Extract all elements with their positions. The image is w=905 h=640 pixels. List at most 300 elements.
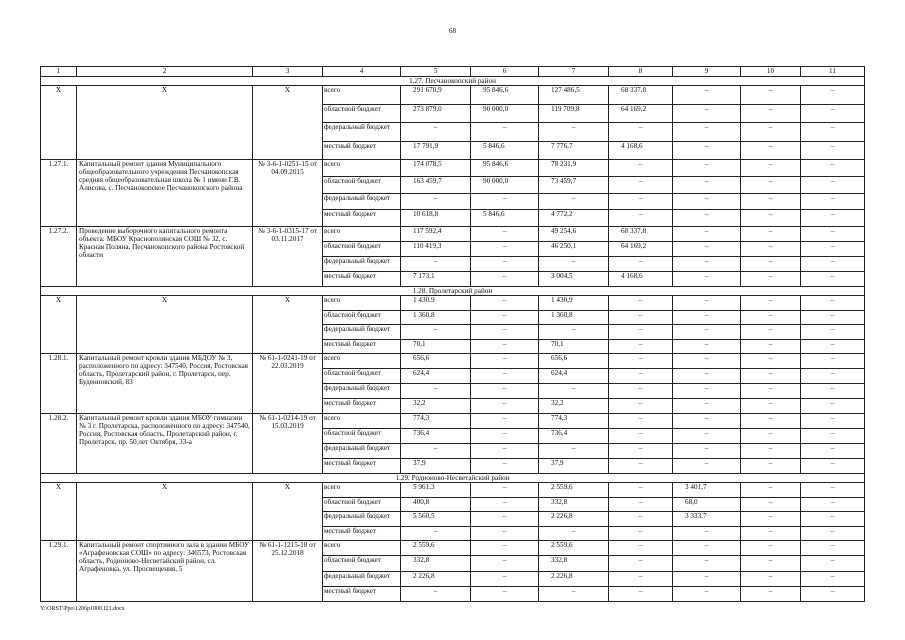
section-title: 1.27. Песчанокопский район — [41, 77, 865, 86]
amount-cell: – — [401, 526, 471, 541]
amount-cell: 5 846,6 — [471, 210, 539, 227]
amount-cell: – — [801, 104, 865, 123]
amount-cell: 332,8 — [401, 556, 471, 571]
funding-source-label: областной бюджет — [323, 556, 401, 571]
amount-cell: 1 430,9 — [539, 296, 609, 311]
amount-cell: 90 000,0 — [471, 176, 539, 193]
amount-cell: – — [401, 257, 471, 272]
funding-source-label: федеральный бюджет — [323, 571, 401, 586]
amount-cell: 37,9 — [539, 459, 609, 474]
funding-source-label: федеральный бюджет — [323, 123, 401, 142]
amount-cell: – — [673, 414, 741, 429]
amount-cell: – — [741, 242, 801, 257]
funding-source-label: местный бюджет — [323, 272, 401, 287]
amount-cell: – — [471, 257, 539, 272]
expertise-conclusion: Х — [253, 296, 323, 354]
amount-cell: – — [741, 325, 801, 340]
amount-cell: 624,4 — [401, 369, 471, 384]
expertise-conclusion: № 3-6-1-0315-17 от 03.11.2017 — [253, 227, 323, 287]
funding-source-label: всего — [323, 541, 401, 556]
amount-cell: – — [609, 354, 673, 369]
amount-cell: 2 226,8 — [401, 571, 471, 586]
funding-source-label: областной бюджет — [323, 429, 401, 444]
amount-cell: 17 791,9 — [401, 141, 471, 160]
row-number: Х — [41, 483, 77, 541]
amount-cell: – — [673, 227, 741, 242]
column-number-row — [41, 67, 865, 77]
amount-cell: – — [673, 354, 741, 369]
amount-cell: – — [741, 141, 801, 160]
object-description: Капитальный ремонт здания Муниципального общеобразовательного учреждения Песчанокопская средняя общеобразовательная школа № 1 имени Г.В. Алисова, с. Песчанокопское Песчанокопского района — [77, 160, 253, 227]
amount-cell: 332,8 — [539, 497, 609, 512]
amount-cell: – — [741, 193, 801, 210]
amount-cell: – — [741, 369, 801, 384]
object-description: Х — [77, 296, 253, 354]
amount-cell: – — [801, 242, 865, 257]
amount-cell: – — [471, 310, 539, 325]
funding-source-label: местный бюджет — [323, 586, 401, 601]
amount-cell: – — [539, 193, 609, 210]
amount-cell: 46 250,1 — [539, 242, 609, 257]
funding-source-label: федеральный бюджет — [323, 257, 401, 272]
amount-cell: – — [801, 541, 865, 556]
amount-cell: – — [609, 369, 673, 384]
amount-cell: – — [741, 123, 801, 142]
column-number: 6 — [471, 67, 539, 77]
amount-cell: – — [471, 399, 539, 414]
amount-cell: 163 459,7 — [401, 176, 471, 193]
amount-cell: – — [801, 526, 865, 541]
object-description: Проведение выборочного капитального ремонта объекта: МБОУ Краснополянская СОШ № 32, с. Красная Поляна, Песчанокопского района Ростовской области — [77, 227, 253, 287]
amount-cell: – — [471, 384, 539, 399]
amount-cell: – — [471, 497, 539, 512]
amount-cell: – — [471, 272, 539, 287]
amount-cell: – — [609, 123, 673, 142]
table-row — [41, 541, 865, 556]
object-description: Капитальный ремонт кровли здания МБДОУ № 3, расположенного по адресу: 347540, Россия, Ростовская область, Пролетарский район, г. Пролетарск, пер. Буденновский, 83 — [77, 354, 253, 414]
funding-source-label: местный бюджет — [323, 459, 401, 474]
amount-cell: 2 226,8 — [539, 512, 609, 527]
amount-cell: – — [471, 512, 539, 527]
amount-cell: 7 173,1 — [401, 272, 471, 287]
amount-cell: 273 879,0 — [401, 104, 471, 123]
amount-cell: – — [741, 586, 801, 601]
column-number: 2 — [77, 67, 253, 77]
amount-cell: 736,4 — [401, 429, 471, 444]
amount-cell: – — [801, 369, 865, 384]
funding-source-label: местный бюджет — [323, 526, 401, 541]
amount-cell: – — [609, 497, 673, 512]
amount-cell: – — [609, 160, 673, 177]
amount-cell: – — [801, 586, 865, 601]
amount-cell: – — [609, 339, 673, 354]
amount-cell: – — [609, 483, 673, 498]
amount-cell: 49 254,6 — [539, 227, 609, 242]
row-number: 1.29.1. — [41, 541, 77, 602]
column-number: 9 — [673, 67, 741, 77]
amount-cell: – — [609, 176, 673, 193]
amount-cell: – — [801, 399, 865, 414]
column-number: 7 — [539, 67, 609, 77]
amount-cell: – — [471, 483, 539, 498]
row-number: 1.27.1. — [41, 160, 77, 227]
amount-cell: – — [609, 296, 673, 311]
amount-cell: – — [741, 86, 801, 105]
amount-cell: 332,8 — [539, 556, 609, 571]
amount-cell: – — [801, 123, 865, 142]
expertise-conclusion: № 61-1-1215-18 от 25.12.2018 — [253, 541, 323, 602]
amount-cell: – — [801, 497, 865, 512]
amount-cell: – — [741, 354, 801, 369]
amount-cell: – — [801, 227, 865, 242]
amount-cell: 127 486,5 — [539, 86, 609, 105]
amount-cell: – — [673, 257, 741, 272]
amount-cell: – — [741, 310, 801, 325]
amount-cell: 4 168,6 — [609, 141, 673, 160]
amount-cell: 291 670,9 — [401, 86, 471, 105]
funding-source-label: всего — [323, 414, 401, 429]
funding-source-label: всего — [323, 483, 401, 498]
amount-cell: – — [401, 444, 471, 459]
amount-cell: 3 333,7 — [673, 512, 741, 527]
budget-table — [40, 66, 865, 602]
funding-source-label: областной бюджет — [323, 497, 401, 512]
table-row — [41, 296, 865, 311]
amount-cell: – — [471, 414, 539, 429]
amount-cell: – — [609, 257, 673, 272]
amount-cell: – — [609, 210, 673, 227]
funding-source-label: всего — [323, 227, 401, 242]
amount-cell: 4 772,2 — [539, 210, 609, 227]
amount-cell: 5 961,3 — [401, 483, 471, 498]
object-description: Капитальный ремонт кровли здания МБОУ гимназии № 3 г. Пролетарска, расположенного по адресу: 347540, Россия, Ростовская область, Пролетарский район, г. Пролетарск, пр. 50 лет Октября, 33-а — [77, 414, 253, 474]
section-header-row — [41, 474, 865, 483]
amount-cell: – — [741, 104, 801, 123]
amount-cell: 774,3 — [401, 414, 471, 429]
amount-cell: – — [741, 399, 801, 414]
amount-cell: 68,0 — [673, 497, 741, 512]
column-number: 1 — [41, 67, 77, 77]
expertise-conclusion: Х — [253, 86, 323, 160]
amount-cell: – — [741, 210, 801, 227]
amount-cell: – — [801, 86, 865, 105]
column-number: 11 — [801, 67, 865, 77]
amount-cell: – — [741, 384, 801, 399]
amount-cell: – — [401, 586, 471, 601]
amount-cell: – — [673, 571, 741, 586]
funding-source-label: областной бюджет — [323, 369, 401, 384]
column-number: 3 — [253, 67, 323, 77]
amount-cell: 3 401,7 — [673, 483, 741, 498]
amount-cell: 95 846,6 — [471, 86, 539, 105]
funding-source-label: федеральный бюджет — [323, 512, 401, 527]
amount-cell: – — [609, 193, 673, 210]
row-number: 1.28.1. — [41, 354, 77, 414]
amount-cell: 32,2 — [401, 399, 471, 414]
amount-cell: – — [539, 325, 609, 340]
amount-cell: – — [471, 123, 539, 142]
amount-cell: – — [801, 160, 865, 177]
section-title: 1.29. Родионово-Несветайский район — [41, 474, 865, 483]
amount-cell: 68 337,8 — [609, 227, 673, 242]
row-number: 1.28.2. — [41, 414, 77, 474]
amount-cell: – — [539, 123, 609, 142]
amount-cell: – — [539, 384, 609, 399]
funding-source-label: всего — [323, 296, 401, 311]
amount-cell: 5 846,6 — [471, 141, 539, 160]
amount-cell: – — [471, 193, 539, 210]
amount-cell: 656,6 — [401, 354, 471, 369]
amount-cell: 119 709,8 — [539, 104, 609, 123]
amount-cell: – — [609, 444, 673, 459]
row-number: 1.27.2. — [41, 227, 77, 287]
amount-cell: 4 168,6 — [609, 272, 673, 287]
amount-cell: – — [609, 459, 673, 474]
amount-cell: – — [801, 296, 865, 311]
amount-cell: – — [801, 414, 865, 429]
amount-cell: 117 592,4 — [401, 227, 471, 242]
amount-cell: – — [673, 429, 741, 444]
amount-cell: – — [741, 227, 801, 242]
amount-cell: – — [741, 176, 801, 193]
amount-cell: 95 846,6 — [471, 160, 539, 177]
amount-cell: – — [673, 141, 741, 160]
amount-cell: – — [801, 444, 865, 459]
table-row — [41, 86, 865, 105]
amount-cell: – — [741, 541, 801, 556]
amount-cell: – — [609, 325, 673, 340]
amount-cell: – — [471, 541, 539, 556]
amount-cell: 1 360,8 — [539, 310, 609, 325]
amount-cell: – — [539, 586, 609, 601]
amount-cell: – — [801, 571, 865, 586]
amount-cell: – — [741, 414, 801, 429]
amount-cell: – — [609, 384, 673, 399]
amount-cell: – — [673, 586, 741, 601]
amount-cell: – — [539, 526, 609, 541]
amount-cell: – — [741, 571, 801, 586]
amount-cell: – — [741, 483, 801, 498]
amount-cell: – — [741, 526, 801, 541]
funding-source-label: федеральный бюджет — [323, 444, 401, 459]
amount-cell: 400,8 — [401, 497, 471, 512]
amount-cell: – — [401, 193, 471, 210]
section-header-row — [41, 77, 865, 86]
funding-source-label: всего — [323, 86, 401, 105]
table-row — [41, 227, 865, 242]
amount-cell: – — [401, 384, 471, 399]
funding-source-label: федеральный бюджет — [323, 325, 401, 340]
amount-cell: 2 559,6 — [539, 483, 609, 498]
amount-cell: 90 000,0 — [471, 104, 539, 123]
amount-cell: 774,3 — [539, 414, 609, 429]
expertise-conclusion: № 3-6-1-0251-15 от 04.09.2015 — [253, 160, 323, 227]
amount-cell: – — [673, 193, 741, 210]
amount-cell: – — [539, 257, 609, 272]
table-row — [41, 483, 865, 498]
amount-cell: 64 169,2 — [609, 104, 673, 123]
object-description: Капитальный ремонт спортивного зала в здании МБОУ «Аграфеновская СОШ» по адресу: 346573, Ростовская область, Родионово-Несветайский район, сл. Аграфеновка, ул. Просвещения, 5 — [77, 541, 253, 602]
amount-cell: – — [471, 339, 539, 354]
amount-cell: – — [609, 512, 673, 527]
funding-source-label: областной бюджет — [323, 242, 401, 257]
funding-source-label: федеральный бюджет — [323, 384, 401, 399]
amount-cell: – — [741, 272, 801, 287]
amount-cell: 64 169,2 — [609, 242, 673, 257]
amount-cell: – — [673, 176, 741, 193]
expertise-conclusion: № 61-1-0214-19 от 15.03.2019 — [253, 414, 323, 474]
amount-cell: – — [673, 369, 741, 384]
amount-cell: – — [673, 399, 741, 414]
amount-cell: – — [673, 310, 741, 325]
amount-cell: – — [741, 257, 801, 272]
amount-cell: 174 078,5 — [401, 160, 471, 177]
amount-cell: – — [471, 227, 539, 242]
amount-cell: 736,4 — [539, 429, 609, 444]
amount-cell: 78 231,9 — [539, 160, 609, 177]
amount-cell: – — [801, 272, 865, 287]
amount-cell: – — [673, 325, 741, 340]
amount-cell: 1 430,9 — [401, 296, 471, 311]
amount-cell: – — [741, 497, 801, 512]
amount-cell: 624,4 — [539, 369, 609, 384]
amount-cell: – — [801, 384, 865, 399]
amount-cell: – — [471, 586, 539, 601]
amount-cell: – — [801, 257, 865, 272]
amount-cell: 7 776,7 — [539, 141, 609, 160]
amount-cell: – — [673, 123, 741, 142]
expertise-conclusion: Х — [253, 483, 323, 541]
amount-cell: – — [801, 310, 865, 325]
amount-cell: – — [673, 272, 741, 287]
amount-cell: – — [801, 176, 865, 193]
amount-cell: – — [801, 210, 865, 227]
amount-cell: – — [609, 541, 673, 556]
amount-cell: – — [609, 586, 673, 601]
amount-cell: – — [673, 242, 741, 257]
funding-source-label: всего — [323, 160, 401, 177]
amount-cell: – — [801, 483, 865, 498]
amount-cell: – — [741, 459, 801, 474]
expertise-conclusion: № 61-1-0241-19 от 22.03.2019 — [253, 354, 323, 414]
object-description: Х — [77, 86, 253, 160]
section-header-row — [41, 287, 865, 296]
amount-cell: – — [801, 339, 865, 354]
amount-cell: – — [673, 459, 741, 474]
amount-cell: – — [401, 325, 471, 340]
amount-cell: 2 559,6 — [401, 541, 471, 556]
amount-cell: – — [673, 444, 741, 459]
amount-cell: – — [471, 556, 539, 571]
amount-cell: 656,6 — [539, 354, 609, 369]
amount-cell: 2 559,6 — [539, 541, 609, 556]
amount-cell: – — [801, 354, 865, 369]
object-description: Х — [77, 483, 253, 541]
amount-cell: – — [471, 242, 539, 257]
amount-cell: 10 618,8 — [401, 210, 471, 227]
amount-cell: – — [471, 429, 539, 444]
funding-source-label: местный бюджет — [323, 339, 401, 354]
row-number: Х — [41, 296, 77, 354]
column-number: 8 — [609, 67, 673, 77]
amount-cell: – — [609, 399, 673, 414]
column-number: 10 — [741, 67, 801, 77]
amount-cell: – — [471, 296, 539, 311]
amount-cell: – — [609, 556, 673, 571]
page-number: 68 — [449, 27, 456, 35]
table-row — [41, 160, 865, 177]
funding-source-label: всего — [323, 354, 401, 369]
amount-cell: – — [741, 339, 801, 354]
funding-source-label: местный бюджет — [323, 399, 401, 414]
amount-cell: – — [471, 526, 539, 541]
amount-cell: – — [741, 512, 801, 527]
amount-cell: – — [673, 556, 741, 571]
amount-cell: – — [609, 526, 673, 541]
column-number: 4 — [323, 67, 401, 77]
amount-cell: 32,2 — [539, 399, 609, 414]
amount-cell: 37,9 — [401, 459, 471, 474]
amount-cell: – — [673, 541, 741, 556]
funding-source-label: федеральный бюджет — [323, 193, 401, 210]
funding-source-label: областной бюджет — [323, 310, 401, 325]
amount-cell: – — [801, 325, 865, 340]
amount-cell: – — [609, 429, 673, 444]
amount-cell: – — [673, 86, 741, 105]
amount-cell: – — [471, 444, 539, 459]
amount-cell: – — [401, 123, 471, 142]
amount-cell: – — [673, 160, 741, 177]
funding-source-label: областной бюджет — [323, 104, 401, 123]
amount-cell: – — [801, 459, 865, 474]
amount-cell: 73 459,7 — [539, 176, 609, 193]
funding-source-label: местный бюджет — [323, 210, 401, 227]
amount-cell: – — [471, 354, 539, 369]
amount-cell: – — [741, 160, 801, 177]
amount-cell: – — [801, 429, 865, 444]
footer-file-path: Y:\ORST\Ppo\1206p1000.f21.docx — [40, 606, 125, 612]
amount-cell: – — [801, 556, 865, 571]
amount-cell: – — [801, 512, 865, 527]
amount-cell: 2 226,8 — [539, 571, 609, 586]
amount-cell: – — [673, 104, 741, 123]
amount-cell: – — [801, 193, 865, 210]
funding-source-label: областной бюджет — [323, 176, 401, 193]
amount-cell: – — [471, 459, 539, 474]
amount-cell: – — [673, 210, 741, 227]
amount-cell: 70,1 — [539, 339, 609, 354]
amount-cell: – — [741, 296, 801, 311]
amount-cell: – — [741, 444, 801, 459]
amount-cell: – — [471, 571, 539, 586]
amount-cell: – — [471, 325, 539, 340]
amount-cell: 3 004,5 — [539, 272, 609, 287]
funding-source-label: местный бюджет — [323, 141, 401, 160]
amount-cell: – — [673, 339, 741, 354]
column-number: 5 — [401, 67, 471, 77]
amount-cell: – — [609, 310, 673, 325]
amount-cell: – — [609, 571, 673, 586]
amount-cell: 110 419,3 — [401, 242, 471, 257]
amount-cell: 1 360,8 — [401, 310, 471, 325]
table-row — [41, 354, 865, 369]
table-row — [41, 414, 865, 429]
amount-cell: – — [609, 414, 673, 429]
amount-cell: – — [673, 526, 741, 541]
amount-cell: 68 337,8 — [609, 86, 673, 105]
amount-cell: – — [539, 444, 609, 459]
amount-cell: – — [673, 384, 741, 399]
